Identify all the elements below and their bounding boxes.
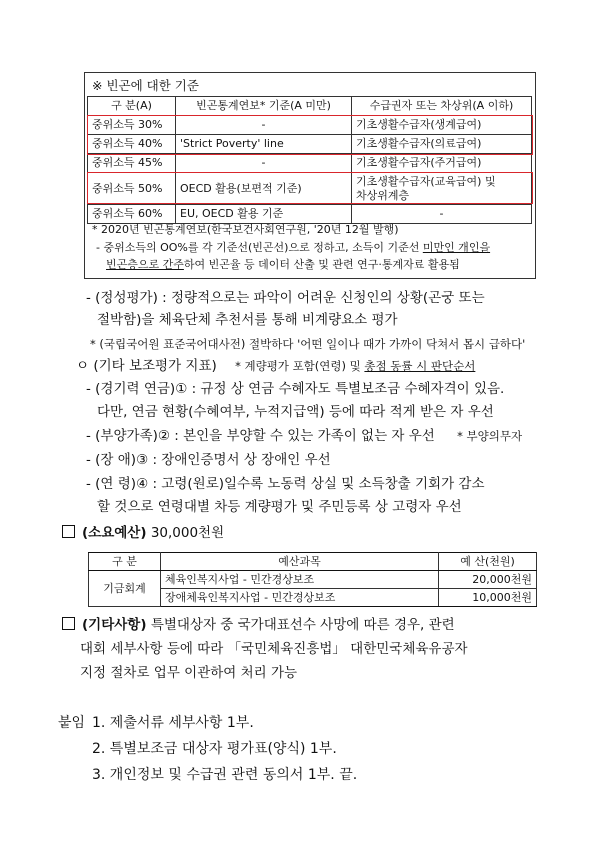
table-header-cell: 수급권자 또는 차상위(A 이하) xyxy=(352,97,532,116)
table-cell: 20,000천원 xyxy=(439,571,537,589)
poverty-criteria-title: ※ 빈곤에 대한 기준 xyxy=(92,78,199,93)
dependents-note: * 부양의무자 xyxy=(457,429,523,443)
checkbox-square-icon xyxy=(62,525,75,538)
table-cell: 중위소득 30% xyxy=(88,116,176,135)
poverty-definition-note xyxy=(96,239,490,256)
other-eval-note xyxy=(235,359,475,373)
poverty-source-note: * 2020년 빈곤통계연보(한국보건사회연구원, '20년 12월 발행) xyxy=(92,223,399,236)
poverty-definition-note-cont xyxy=(106,256,460,273)
table-header-row xyxy=(89,553,537,571)
table-cell: EU, OECD 활용 기준 xyxy=(176,205,352,224)
table-cell: 'Strict Poverty' line xyxy=(176,135,352,154)
note-text: 하여 빈곤율 등 데이터 산출 및 관련 연구·통계자료 활용됨 xyxy=(183,258,460,271)
table-cell: 체육인복지사업 - 민간경상보조 xyxy=(161,571,439,589)
table-cell: - xyxy=(176,116,352,135)
attachments-lead: 붙임 xyxy=(58,715,86,731)
table-header-cell: 빈곤통계연보* 기준(A 미만) xyxy=(176,97,352,116)
table-header-cell: 구 분(A) xyxy=(88,97,176,116)
age-line: 할 것으로 연령대별 차등 계량평가 및 주민등록 상 고령자 우선 xyxy=(97,499,462,515)
note-text: * 계량평가 포함(연령) 및 xyxy=(235,359,365,373)
table-header-cell: 예산과목 xyxy=(161,553,439,571)
table-cell: OECD 활용(보편적 기준) xyxy=(176,173,352,205)
dependents-text: - (부양가족)② : 본인을 부양할 수 있는 가족이 없는 자 우선 xyxy=(86,428,435,444)
etc-line xyxy=(62,614,455,636)
table-cell: 기초생활수급자(주거급여) xyxy=(352,154,532,173)
highlight-box xyxy=(87,172,533,204)
age-line: - (연 령)④ : 고령(원로)일수록 노동력 상실 및 소득창출 기회가 감소 xyxy=(86,476,485,492)
note-underlined-text: 빈곤층으로 간주 xyxy=(106,258,184,271)
table-cell-line: 기초생활수급자(교육급여) 및 xyxy=(356,174,496,188)
highlight-box xyxy=(87,115,533,155)
note-underlined-text: 총점 동률 시 판단순서 xyxy=(364,359,476,373)
qualitative-eval-line: 절박함)을 체육단체 추천서를 통해 비계량요소 평가 xyxy=(97,312,398,328)
table-header-row xyxy=(88,97,532,116)
table-row xyxy=(88,154,532,173)
note-underlined-text: 미만인 개인을 xyxy=(422,241,491,254)
table-cell: 기금회계 xyxy=(89,571,161,607)
dependents-line xyxy=(86,425,522,447)
table-cell: 장애체육인복지사업 - 민간경상보조 xyxy=(161,589,439,607)
table-cell: 중위소득 60% xyxy=(88,205,176,224)
table-cell: - xyxy=(352,205,532,224)
table-header-cell: 구 분 xyxy=(89,553,161,571)
budget-amount: 30,000천원 xyxy=(150,525,225,541)
table-cell-line: 차상위계층 xyxy=(356,188,410,202)
table-cell: 중위소득 40% xyxy=(88,135,176,154)
other-eval-lead: ㅇ (기타 보조평가 지표) xyxy=(76,358,217,374)
etc-label: (기타사항) xyxy=(82,617,147,633)
table-cell: - xyxy=(176,154,352,173)
table-row xyxy=(89,571,537,589)
dictionary-note: * (국립국어원 표준국어대사전) 절박하다 '어떤 일이나 때가 가까이 닥쳐서 몹시 급하다' xyxy=(90,337,526,351)
table-header-cell: 예 산(천원) xyxy=(439,553,537,571)
disability-line: - (장 애)③ : 장애인증명서 상 장애인 우선 xyxy=(86,452,331,468)
attachment-item: 1. 제출서류 세부사항 1부. xyxy=(92,715,254,731)
attachment-item: 2. 특별보조금 대상자 평가표(양식) 1부. xyxy=(92,741,337,757)
qualitative-eval-line: - (정성평가) : 정량적으로는 파악이 어려운 신청인의 상황(곤궁 또는 xyxy=(86,290,485,306)
table-cell: 기초생활수급자(생계급여) xyxy=(352,116,532,135)
budget-heading xyxy=(62,522,224,544)
table-cell: 중위소득 45% xyxy=(88,154,176,173)
table-cell: 기초생활수급자(의료급여) xyxy=(352,135,532,154)
budget-table xyxy=(88,552,537,607)
note-text: - 중위소득의 OO%를 각 기준선(빈곤선)으로 정하고, 소득이 기준선 xyxy=(96,241,423,254)
etc-line: 대회 세부사항 등에 따라 「국민체육진흥법」 대한민국체육유공자 xyxy=(80,641,468,657)
etc-text: 특별대상자 중 국가대표선수 사망에 따른 경우, 관련 xyxy=(150,617,455,633)
pension-line: - (경기력 연금)① : 규정 상 연금 수혜자도 특별보조금 수혜자격이 있음. xyxy=(86,381,505,397)
other-eval-heading xyxy=(76,355,475,377)
etc-line: 지정 절차로 업무 이관하여 처리 가능 xyxy=(80,665,298,681)
attachment-item: 3. 개인정보 및 수급권 관련 동의서 1부. 끝. xyxy=(92,767,358,783)
table-cell: 10,000천원 xyxy=(439,589,537,607)
pension-line: 다만, 연금 현황(수혜여부, 누적지급액) 등에 따라 적게 받은 자 우선 xyxy=(97,404,494,420)
budget-label: (소요예산) xyxy=(82,525,147,541)
checkbox-square-icon xyxy=(62,617,75,630)
table-cell: 중위소득 50% xyxy=(88,173,176,205)
